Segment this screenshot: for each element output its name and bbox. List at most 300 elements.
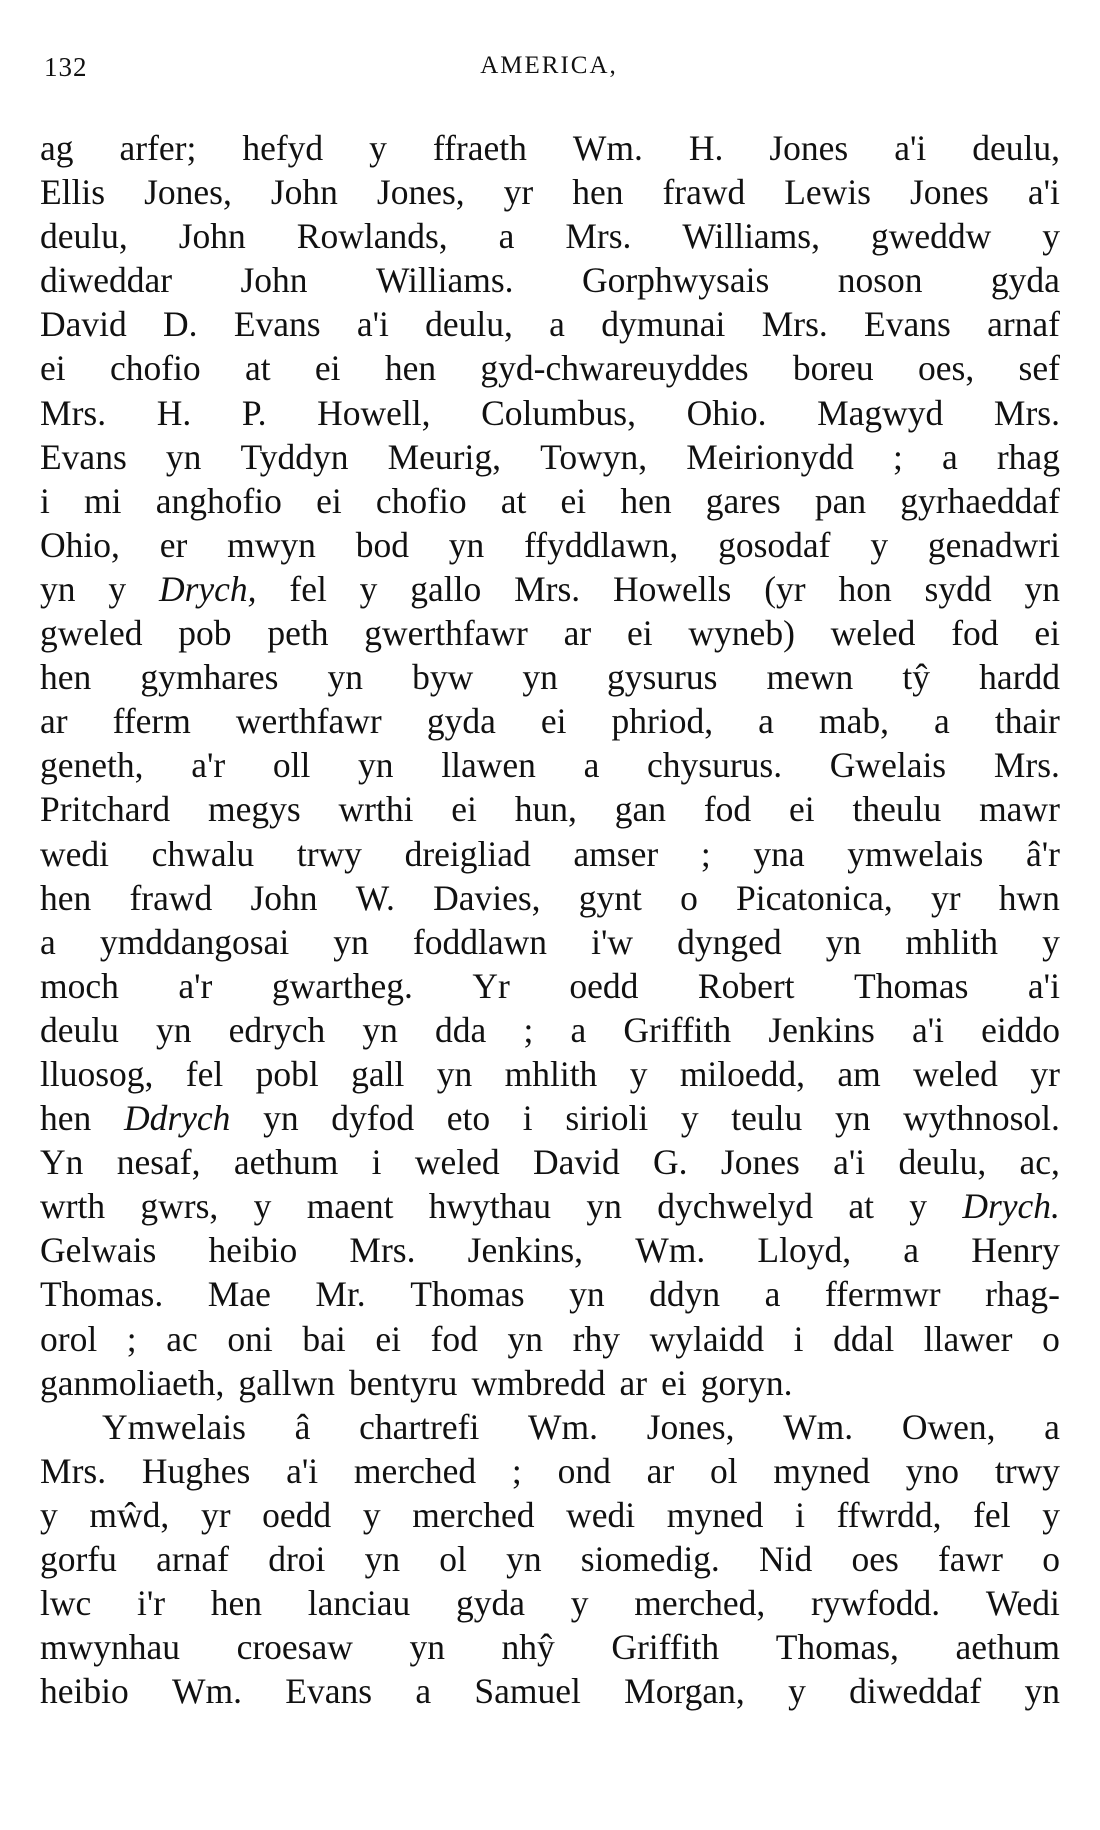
word: Wm. [783,1406,854,1447]
word: a [903,1230,920,1271]
word: D. [163,304,198,345]
word: ddal [833,1318,895,1359]
word: yn [1024,1671,1060,1712]
word: oes, [918,348,975,389]
word: ei [314,348,341,389]
word: gymhares [140,657,279,698]
word: myned [666,1494,764,1535]
word: a'i [911,1009,944,1050]
word: yn [364,1539,401,1579]
text-line [40,391,1060,435]
word: ymddangosai [99,921,290,962]
word: mhlith [905,921,999,962]
word: gares [705,480,781,521]
word: pan [814,480,867,521]
word: Mrs. [565,216,632,257]
word: dda [435,1009,487,1050]
word: weled [414,1142,500,1183]
word: ffwrdd, [836,1494,942,1535]
word: hwn [998,877,1060,918]
word: megys [207,789,301,830]
word: y [40,1494,58,1535]
word: diweddar [40,260,173,301]
word: rhy [572,1318,620,1359]
word: Meirionydd [686,436,854,477]
word: chofio [109,348,201,389]
word: a'i [356,304,389,345]
word: Gorphwysais [581,260,770,301]
word: yn [263,1098,299,1139]
word: â [294,1406,311,1447]
word: myned [773,1450,871,1491]
word: y [359,568,378,609]
word: dyfod [331,1098,415,1139]
text-line [40,567,1060,611]
word: deulu, [40,216,128,257]
word: dynged [677,921,782,962]
word: ; [511,1450,522,1491]
word: gyda [426,701,496,742]
word: wedi [40,833,110,874]
page-number: 132 [44,52,88,82]
word: hwythau [428,1186,552,1227]
word: oedd [262,1494,332,1535]
text-line [40,1008,1060,1052]
text-line [40,126,1060,170]
word: teulu [731,1098,803,1139]
word: Mrs. [514,568,581,609]
word: a'r [178,965,213,1006]
word: sef [1018,348,1060,389]
word: a [1044,1406,1060,1447]
word: Rowlands, [296,216,448,257]
word: o [1042,1318,1060,1359]
word: Mrs. [993,745,1060,786]
word: yna [753,833,805,874]
word: Ohio, [40,524,120,565]
word: a [549,304,565,345]
word: werthfawr [235,701,382,742]
word: ; [523,1009,534,1050]
word: y [362,1494,381,1535]
word: yn [448,524,485,565]
word: Drych. [962,1186,1060,1227]
word: Mrs. [993,392,1060,433]
word: weled [913,1053,998,1094]
word: hefyd [242,128,324,168]
word: yr [1030,1053,1060,1094]
text-line [40,1140,1060,1184]
word: yn [327,657,363,698]
word: Mrs. [40,392,107,433]
word: a'i [1027,172,1060,213]
word: Jones [909,172,989,213]
word: wedi [566,1494,636,1535]
word: Wm. [572,128,643,168]
word: gyd-chwareuyddes [480,348,749,389]
word: ei [316,480,342,521]
word: W. [355,877,395,918]
text-line [40,1581,1060,1625]
word: Jones, [144,172,232,213]
word: anghofio [155,480,282,521]
word: yn [586,1186,622,1227]
word: wrth [40,1186,106,1227]
word: y [680,1098,699,1139]
word: oni [227,1318,273,1359]
word: wythnosol. [903,1098,1060,1139]
word: fod [430,1318,478,1359]
word: yr [930,877,961,918]
word: H. [688,128,724,168]
word: Mae [207,1274,271,1315]
word: y [1042,216,1060,257]
text-line [40,964,1060,1008]
word: y [253,1186,272,1227]
word: goryn. [700,1362,793,1403]
word: chofio [375,480,467,521]
word: John [240,260,308,301]
word: gorfu [40,1539,117,1579]
paragraph [40,1405,1060,1714]
word: ol [439,1539,467,1579]
word: i'r [136,1583,166,1624]
word: a [583,745,600,786]
word: Griffith [623,1009,732,1050]
word: Griffith [611,1627,720,1668]
word: ar [40,701,68,742]
word: hen [384,348,437,389]
word: i [40,480,50,521]
word: sirioli [565,1098,649,1139]
word: frawd [662,172,746,213]
word: â'r [1026,833,1060,874]
word: Columbus, [481,392,636,433]
word: bentyru [348,1362,458,1403]
word: lwc [40,1583,92,1624]
word: bai [302,1318,346,1359]
word: (yr [764,568,806,609]
word: Mrs. [349,1230,416,1271]
word: Ohio. [686,392,767,433]
text-line [40,479,1060,523]
word: mewn [766,657,854,698]
word: wrthi [338,789,414,830]
word: Evans [285,1671,373,1712]
word: diweddaf [849,1671,982,1712]
word: John [250,877,318,918]
word: ffermwr [824,1274,941,1315]
word: a [40,921,56,962]
word: y [570,1583,589,1624]
word: ; [700,833,711,874]
word: maent [306,1186,394,1227]
word: Picatonica, [736,877,893,918]
text-line [40,1184,1060,1228]
word: fawr [937,1539,1003,1579]
word: yno [905,1450,960,1491]
word: gwrs, [140,1186,219,1227]
word: hen [620,480,672,521]
word: a'i [286,1450,319,1491]
word: a [764,1274,781,1315]
word: nesaf, [116,1142,201,1183]
word: Williams. [375,260,514,301]
word: a'r [191,745,226,786]
word: ei [661,1362,687,1403]
word: yn [834,1098,871,1139]
word: o [1042,1539,1060,1579]
word: mwyn [227,524,316,565]
word: i [795,1494,805,1535]
word: amser [573,833,659,874]
word: H. [156,392,192,433]
word: gallo [410,568,482,609]
word: ar [563,613,592,654]
word: ar [619,1362,648,1403]
word: ar [646,1450,675,1491]
word: heibio [40,1671,129,1712]
word: deulu, [898,1142,987,1183]
word: ; [892,436,903,477]
word: gweled [40,613,143,654]
word: Towyn, [540,436,648,477]
text-line [40,1228,1060,1272]
word: yr [200,1494,231,1535]
word: ei [560,480,587,521]
text-line [40,1361,1060,1405]
word: weled [830,613,916,654]
word: Hughes [141,1450,251,1491]
text-line [40,214,1060,258]
word: Thomas, [775,1627,899,1668]
word: ei [40,348,66,389]
word: ; [126,1318,137,1359]
word: thair [994,701,1060,742]
word: Evans [864,304,951,345]
word: Thomas. [40,1274,164,1315]
word: er [159,524,188,565]
text-line [40,302,1060,346]
word: genadwri [927,524,1060,565]
word: at [500,480,527,521]
word: Evans [233,304,321,345]
word: merched [353,1450,477,1491]
text-line [40,1669,1060,1713]
word: gwartheg. [271,965,413,1006]
word: at [244,348,271,389]
word: y [788,1671,806,1712]
word: ffraeth [432,128,527,168]
word: hun, [514,789,577,830]
word: Thomas [854,965,969,1006]
word: Williams, [682,216,820,257]
word: rhag [996,436,1060,477]
word: pob [178,613,232,654]
word: y [629,1053,648,1094]
word: y [909,1186,928,1227]
text-line [40,832,1060,876]
text-line [40,258,1060,302]
word: ol [709,1450,738,1491]
word: yn [569,1274,605,1315]
paragraph [40,126,1060,1405]
word: aethum [233,1142,339,1183]
text-line [40,920,1060,964]
word: byw [412,657,474,698]
word: theulu [852,789,942,830]
word: Henry [971,1230,1060,1271]
word: ei [375,1318,401,1359]
word: aethum [955,1627,1060,1668]
word: yn [40,568,76,609]
word: yn [506,1539,542,1579]
text-line [40,1052,1060,1096]
word: Morgan, [624,1671,745,1712]
word: orol [40,1318,98,1359]
word: dreigliad [404,833,531,874]
word: Yr [472,965,510,1006]
word: ac, [1019,1142,1060,1183]
word: Samuel [474,1671,581,1712]
word: Gelwais [40,1230,157,1271]
word: Howells [613,568,732,609]
word: deulu [40,1009,119,1050]
word: i'w [591,921,634,962]
word: ei [540,701,567,742]
word: fel [185,1053,224,1094]
word: Jones, [646,1406,735,1447]
word: ac [166,1318,198,1359]
word: oes [851,1539,899,1579]
text-line [40,876,1060,920]
word: Howell, [317,392,431,433]
word: yr [503,172,534,213]
word: ei [1034,613,1060,654]
word: a [758,701,774,742]
word: gysurus [606,657,718,698]
word: hardd [979,657,1060,698]
word: G. [653,1142,688,1183]
word: trwy [994,1450,1060,1491]
word: Evans [40,436,127,477]
text-line [40,611,1060,655]
word: arnaf [987,304,1060,345]
word: yn [436,1053,473,1094]
word: tŷ [902,657,931,698]
word: John [178,216,246,257]
word: Ymwelais [102,1406,246,1447]
word: gyda [456,1583,526,1624]
word: moch [40,965,119,1006]
word: y [870,524,889,565]
word: at [848,1186,874,1227]
word: Mr. [315,1274,366,1315]
word: miloedd, [679,1053,806,1094]
word: deulu, [425,304,513,345]
word: yn [333,921,369,962]
word: foddlawn [412,921,547,962]
word: mwynhau [40,1627,181,1668]
word: llawer [923,1318,1013,1359]
word: David [40,304,127,345]
word: gall [351,1053,405,1094]
word: boreu [792,348,874,389]
word: hen [40,877,92,918]
word: hen [40,657,92,698]
word: fel [289,568,327,609]
body-text [40,126,1060,1713]
word: Lloyd, [757,1230,852,1271]
word: Wm. [528,1406,598,1447]
text-line [40,655,1060,699]
page-header [44,52,1054,92]
word: wylaidd [649,1318,764,1359]
word: mawr [979,789,1060,830]
text-line [40,523,1060,567]
word: a'i [1027,965,1060,1006]
word: yn [825,921,862,962]
text-line [40,1625,1060,1669]
word: chysurus. [647,745,783,786]
text-line [40,1272,1060,1316]
word: mhlith [504,1053,598,1094]
word: Nid [759,1539,813,1579]
word: yn [358,745,394,786]
text-line [40,435,1060,479]
word: Lewis [784,172,871,213]
word: nhŷ [501,1627,555,1668]
word: croesaw [236,1627,353,1668]
word: gosodaf [718,524,831,565]
word: ag [40,128,74,168]
word: hen [40,1098,92,1139]
word: ond [557,1450,611,1491]
word: Gwelais [829,745,947,786]
word: P. [241,392,267,433]
word: Ellis [40,172,106,213]
word: yn [507,1318,544,1359]
word: Davies, [433,877,541,918]
word: yn [1024,568,1060,609]
word: ei [789,789,815,830]
word: rywfodd. [811,1583,941,1624]
word: mŵd, [89,1494,170,1535]
word: am [837,1053,881,1094]
word: Wm. [635,1230,706,1271]
word: arfer; [119,128,197,168]
word: deulu, [972,128,1060,168]
word: gweddw [870,216,992,257]
word: o [680,877,698,918]
word: gynt [578,877,642,918]
text-line [40,1449,1060,1493]
word: yn [165,436,202,477]
word: merched, [634,1583,766,1624]
running-title: AMERICA, [480,52,618,79]
word: chwalu [151,833,255,874]
text-line [40,743,1060,787]
word: llawen [441,745,536,786]
word: fel [973,1494,1011,1535]
word: Pritchard [40,789,171,830]
word: lluosog, [40,1053,154,1094]
word: ganmoliaeth, [40,1362,225,1403]
word: i [522,1098,533,1139]
word: a'i [833,1142,866,1183]
word: i [371,1142,382,1183]
word: y [1042,921,1060,962]
